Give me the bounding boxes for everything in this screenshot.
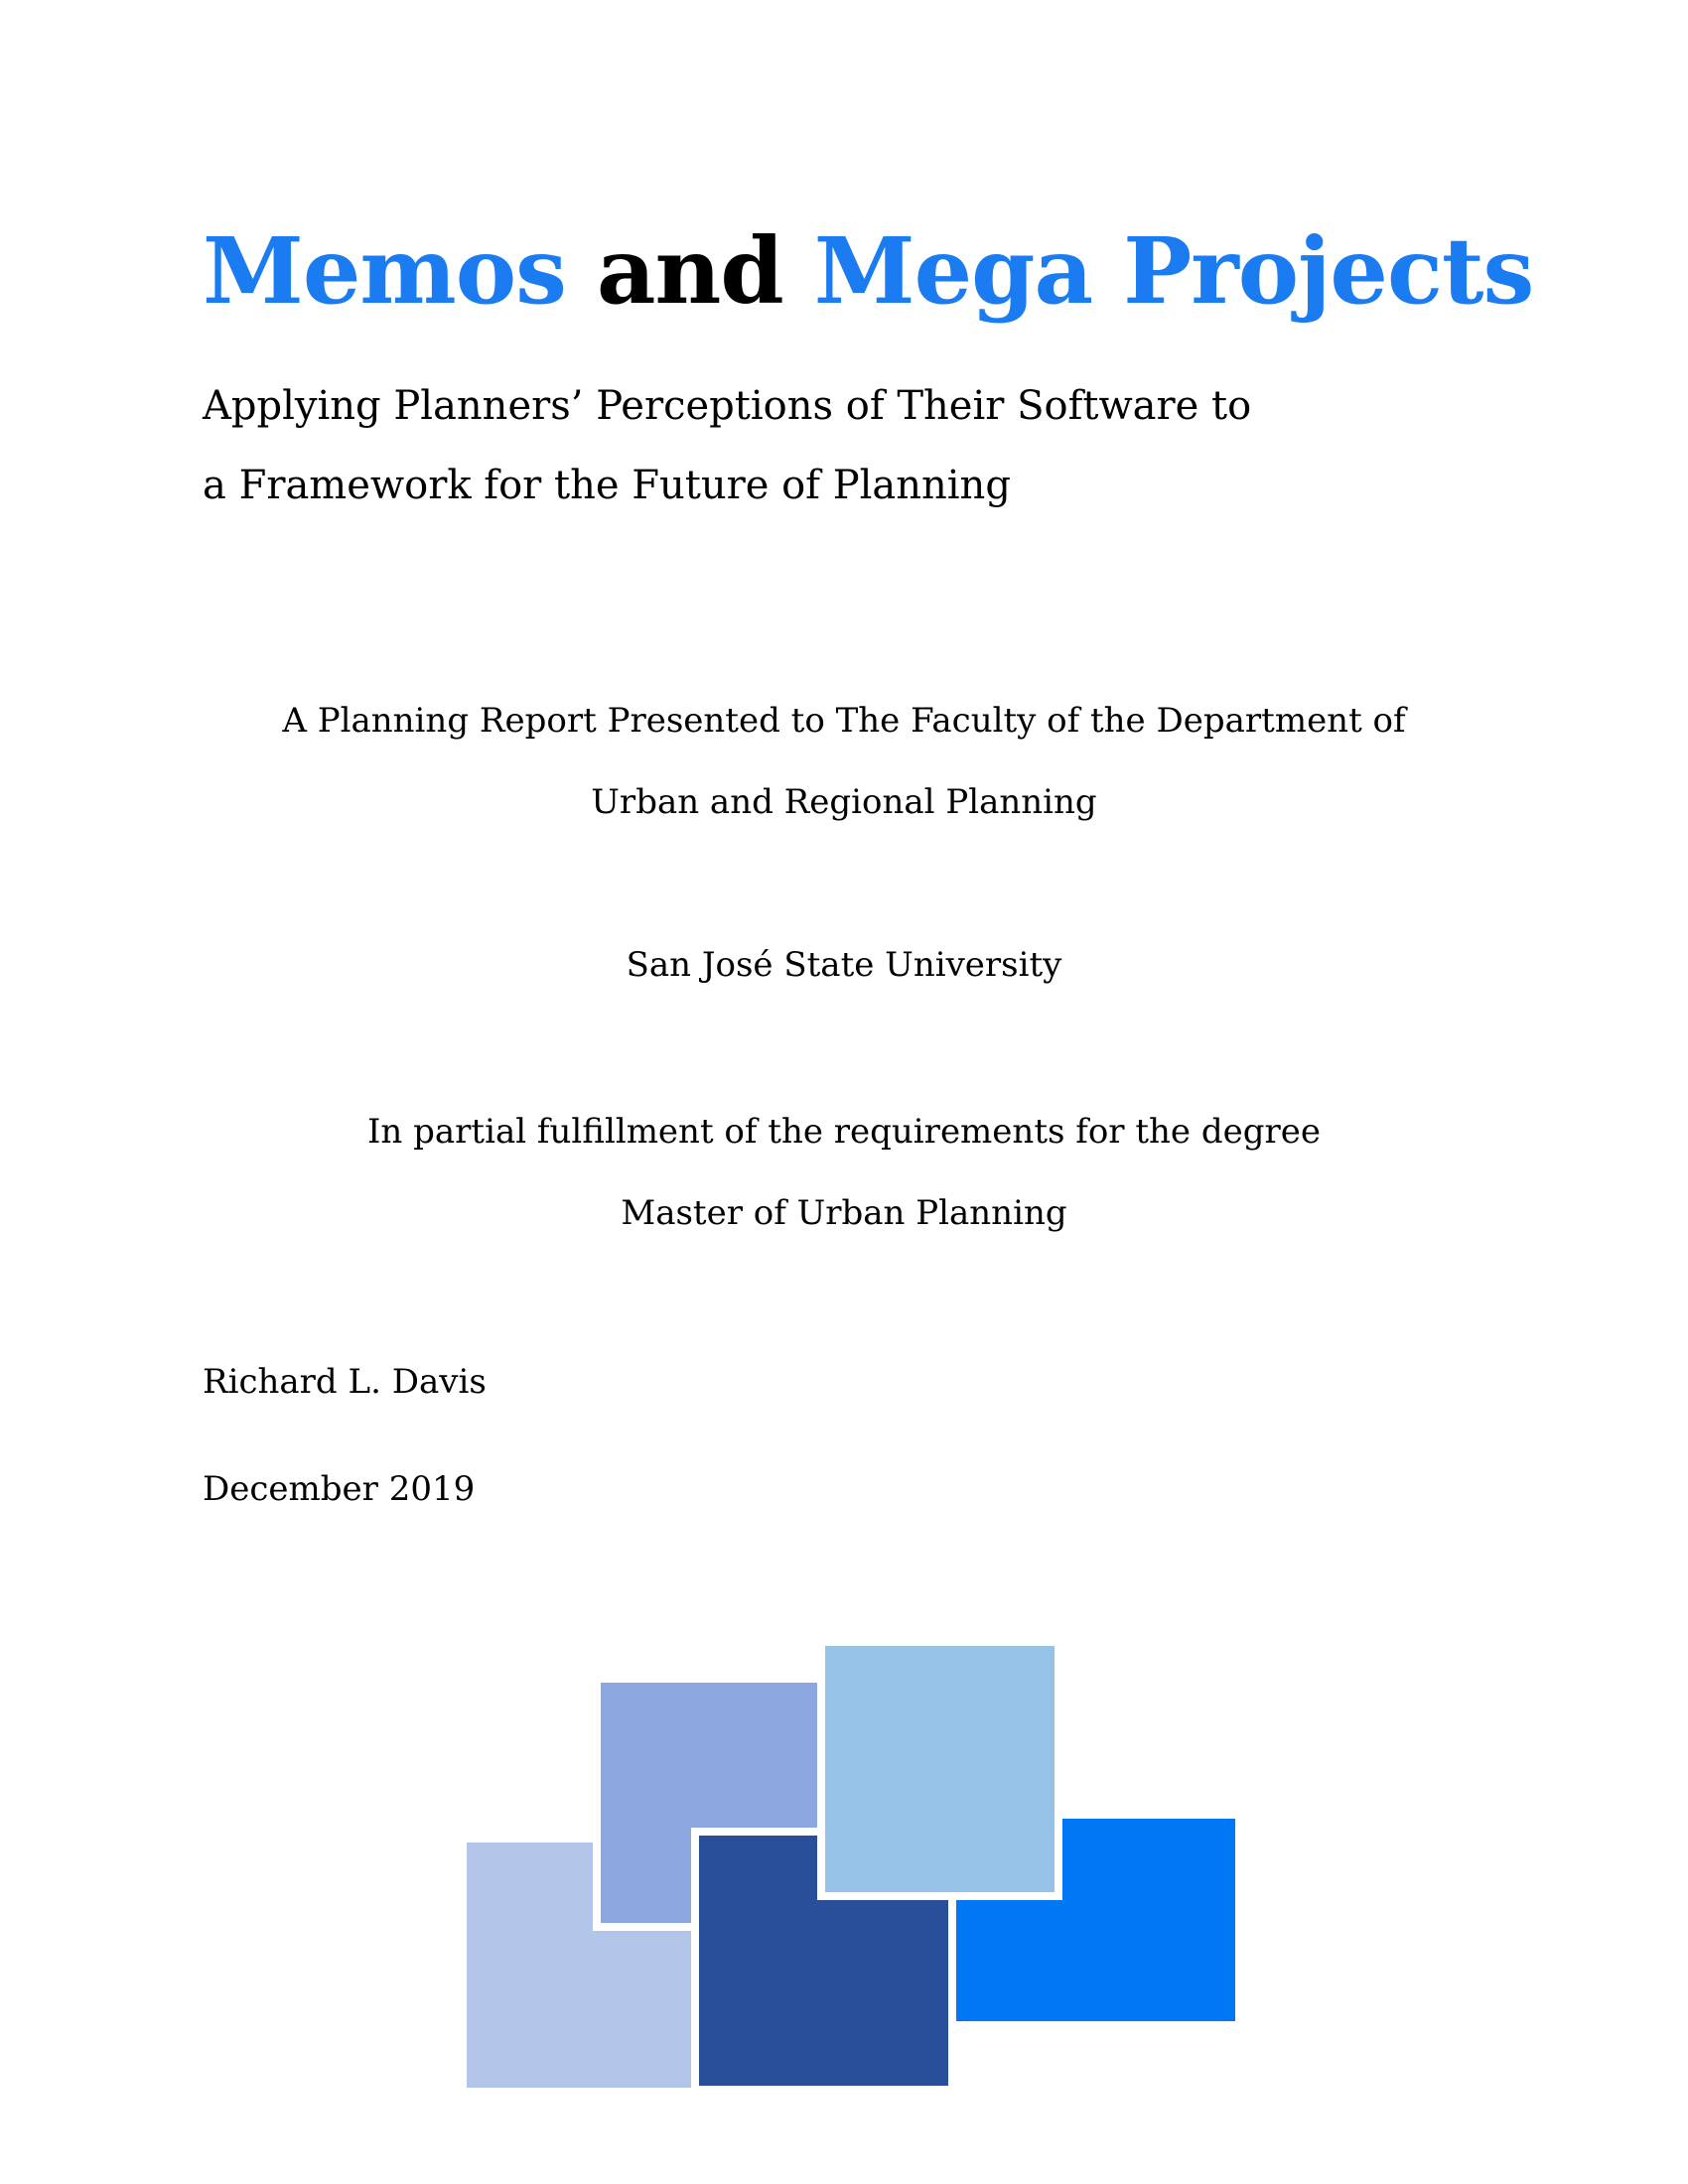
subtitle xyxy=(203,366,1251,525)
fulfillment-line-2: Master of Urban Planning xyxy=(621,1193,1067,1233)
presentation-statement xyxy=(0,680,1688,843)
degree-statement xyxy=(0,1091,1688,1254)
page-title xyxy=(203,217,1534,325)
publication-date: December 2019 xyxy=(203,1469,476,1509)
title-word-memos: Memos xyxy=(203,217,566,325)
fulfillment-line-1: In partial fulfillment of the requirements for the degree xyxy=(367,1112,1321,1152)
presentation-line-1: A Planning Report Presented to The Faculty of the Department of xyxy=(282,701,1406,741)
subtitle-line-1: Applying Planners’ Perceptions of Their Software to xyxy=(203,383,1252,429)
university-name: San José State University xyxy=(626,945,1062,985)
title-word-mega-projects: Mega Projects xyxy=(813,217,1534,325)
subtitle-line-2: a Framework for the Future of Planning xyxy=(203,463,1011,508)
title-word-and: and xyxy=(565,217,814,325)
author-name: Richard L. Davis xyxy=(203,1362,487,1402)
sky-blue-square xyxy=(817,1638,1062,1900)
presentation-line-2: Urban and Regional Planning xyxy=(591,782,1097,822)
